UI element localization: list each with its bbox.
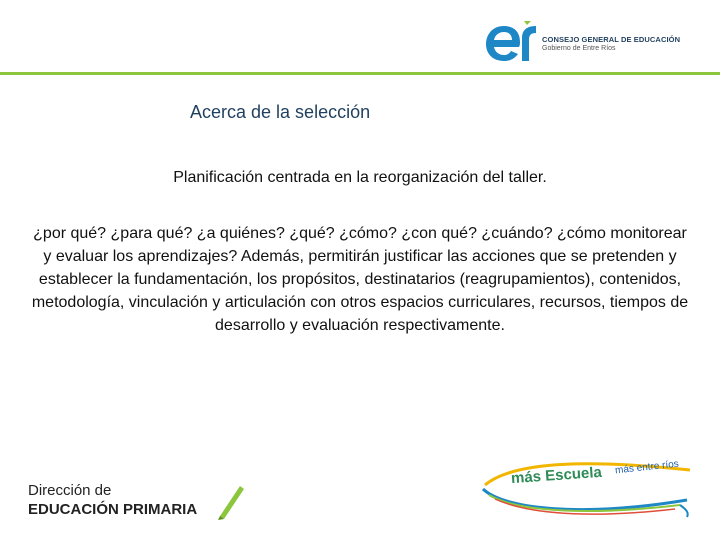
mas-escuela-text: más Escuela: [510, 463, 603, 488]
direccion-line2: EDUCACIÓN PRIMARIA: [28, 501, 198, 518]
direccion-primaria-logo: [28, 482, 258, 527]
pencil-icon: [216, 482, 246, 520]
slide-body: ¿por qué? ¿para qué? ¿a quiénes? ¿qué? ¿cómo? ¿con qué? ¿cuándo? ¿cómo monitorear y evaluar los aprendizajes? Además, permitirán justificar las acciones que se pretenden y establecer la fundamentación, los propósitos, destinatarios (reagrupamientos), contenidos, metodología, vinculación y articulación con otros espacios curriculares, recursos, tiempos de desarrollo y evaluación respectivamente.: [31, 225, 689, 334]
header-divider: [0, 72, 720, 75]
org-name: CONSEJO GENERAL DE EDUCACIÓN: [542, 35, 681, 44]
direccion-line1: Dirección de: [28, 482, 112, 499]
mas-entre-rios-text: más entre ríos: [614, 458, 680, 477]
slide-heading: Acerca de la selección: [190, 102, 371, 122]
org-subtitle: Gobierno de Entre Ríos: [542, 45, 616, 52]
mas-escuela-logo: [475, 455, 700, 520]
er-logo-icon: [484, 18, 540, 64]
cge-logo: [484, 16, 714, 66]
slide-subtitle: Planificación centrada en la reorganización del taller.: [173, 169, 547, 186]
